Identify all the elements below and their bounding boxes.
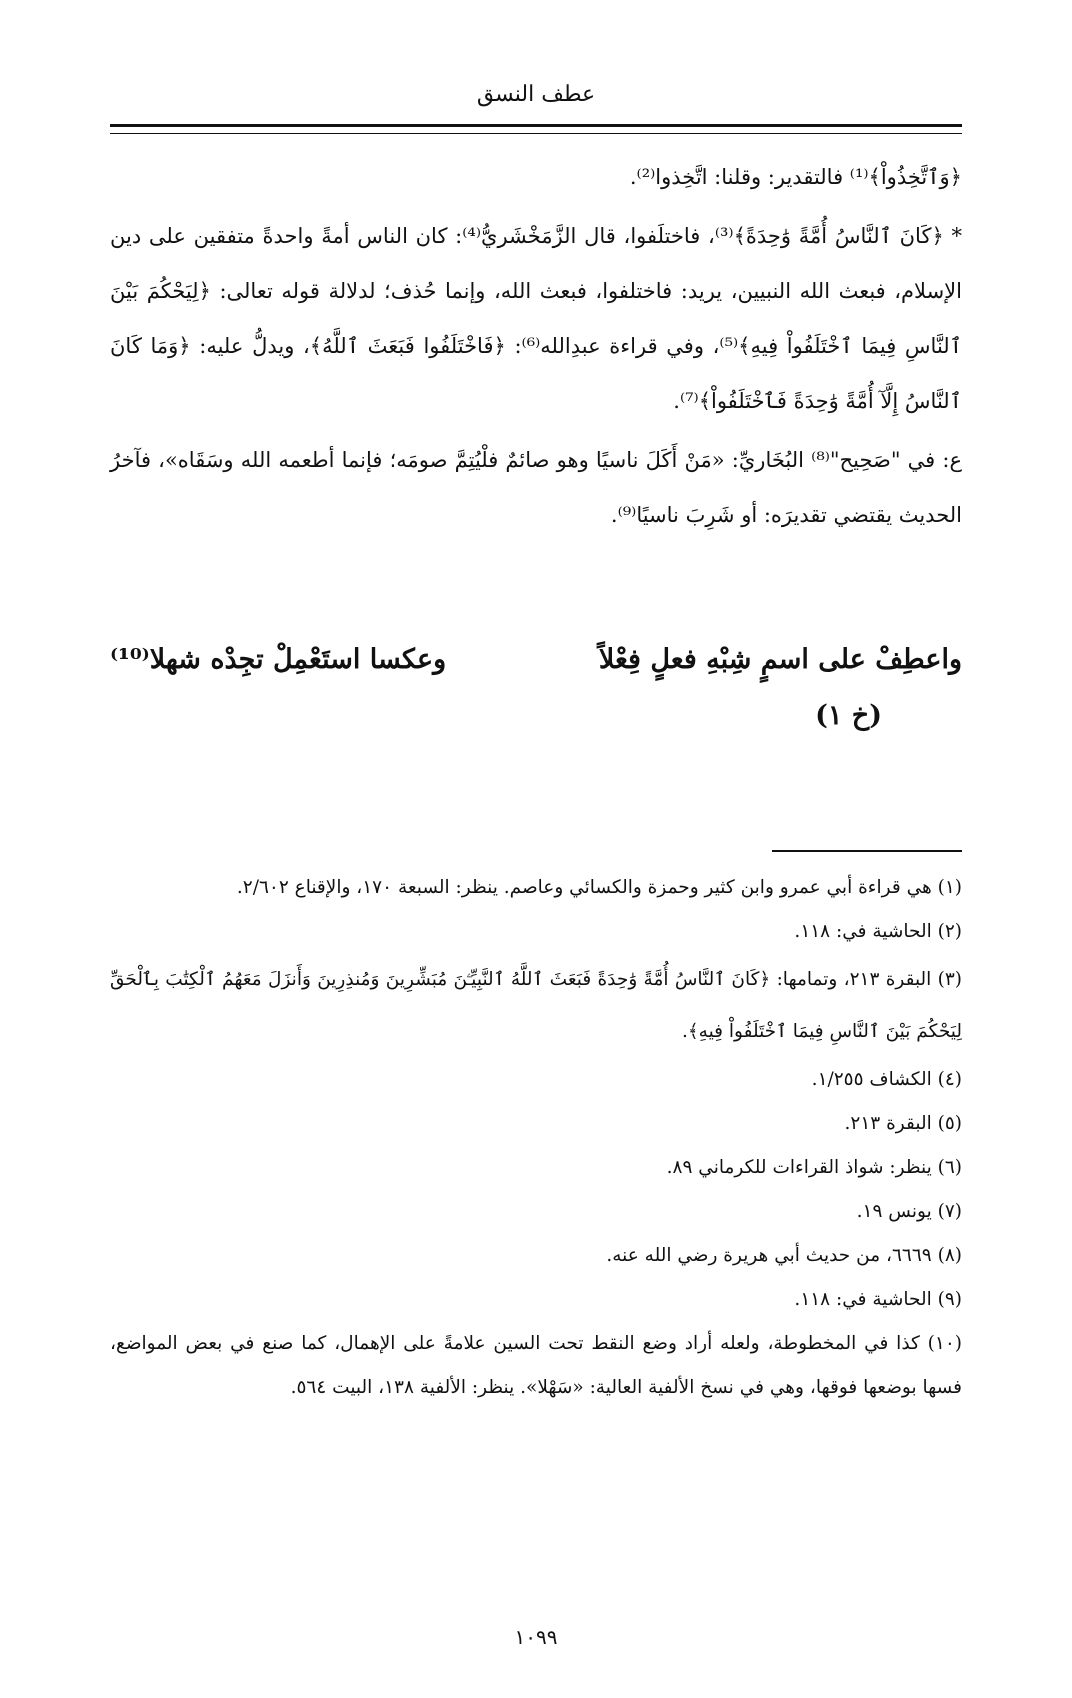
- main-text: [110, 150, 962, 543]
- footnote-3: (٣) البقرة ٢١٣، وتمامها: ﴿كَانَ ٱلنَّاسُ أُمَّةً وَٰحِدَةً فَبَعَثَ ٱللَّهُ ٱلنَّبِيِّـۧنَ مُبَشِّرِينَ وَمُنذِرِينَ وَأَنزَلَ مَعَهُمُ ٱلْكِتَٰبَ بِٱلْحَقِّ لِيَحْكُمَ بَيْنَ ٱلنَّاسِ فِيمَا ٱخْتَلَفُواْ فِيهِ﴾.: [110, 969, 962, 1042]
- footnote-10: (١٠) كذا في المخطوطة، ولعله أراد وضع النقط تحت السين علامةً على الإهمال، كما صنع في بعض المواضع، فسها بوضعها فوقها، وهي في نسخ الألفية العالية: «سَهْلا». ينظر: الألفية ١٣٨، البيت ٥٦٤.: [110, 1333, 962, 1398]
- footnote-4: (٤) الكشاف ١/٢٥٥.: [811, 1069, 962, 1090]
- paragraph-1: ﴿وَٱتَّخِذُواْ﴾⁽¹⁾ فالتقدير: وقلنا: اتَّخِذوا⁽²⁾.: [629, 165, 962, 189]
- paragraph-2: * ﴿كَانَ ٱلنَّاسُ أُمَّةً وَٰحِدَةً﴾⁽³⁾، فاختلَفوا، قال الزَّمَخْشَريُّ⁽⁴⁾: كان الناس أمةً واحدةً متفقين على دين الإسلام، فبعث الله النبيين، يريد: فاختلفوا، فبعث الله، وإنما حُذف؛ لدلالة قوله تعالى: ﴿لِيَحْكُمَ بَيْنَ ٱلنَّاسِ فِيمَا ٱخْتَلَفُواْ فِيهِ﴾⁽⁵⁾، وفي قراءة عبدِالله⁽⁶⁾: ﴿فَاخْتَلَفُوا فَبَعَثَ ٱللَّهُ﴾، ويدلُّ عليه: ﴿وَمَا كَانَ ٱلنَّاسُ إِلَّآ أُمَّةً وَٰحِدَةً فَٱخْتَلَفُواْ﴾⁽⁷⁾.: [110, 224, 962, 413]
- verse-second-hemistich: وعكسا استَعْمِلْ تجِدْه شهلا⁽¹⁰⁾: [110, 644, 447, 675]
- footnote-8: (٨) ٦٦٦٩، من حديث أبي هريرة رضي الله عنه.: [606, 1245, 962, 1266]
- verse-manuscript-code: (خ ١): [815, 700, 882, 731]
- page-number: ١٠٩٩: [514, 1625, 558, 1649]
- footnote-2: (٢) الحاشية في: ١١٨.: [794, 921, 962, 942]
- running-header: عطف النسق: [476, 82, 596, 107]
- paragraph-3: ع: في "صَحِيح"⁽⁸⁾ البُخَاريِّ: «مَنْ أَكَلَ ناسيًا وهو صائمٌ فلْيُتِمَّ صومَه؛ فإنما أطعمه الله وسَقَاه»، فآخرُ الحديث يقتضي تقديرَه: أو شَرِبَ ناسيًا⁽⁹⁾.: [110, 448, 962, 527]
- header-rule-thick: [110, 124, 962, 127]
- verse-first-hemistich: واعطِفْ على اسمٍ شِبْهِ فعلٍ فِعْلاً: [598, 644, 962, 675]
- footnote-9: (٩) الحاشية في: ١١٨.: [794, 1289, 962, 1310]
- footnote-1: (١) هي قراءة أبي عمرو وابن كثير وحمزة والكسائي وعاصم. ينظر: السبعة ١٧٠، والإقناع ٢/٦٠٢.: [236, 877, 962, 898]
- header-rule-thin: [110, 133, 962, 134]
- footnote-5: (٥) البقرة ٢١٣.: [844, 1113, 962, 1134]
- footnotes: [110, 866, 962, 1410]
- footnote-6: (٦) ينظر: شواذ القراءات للكرماني ٨٩.: [666, 1157, 962, 1178]
- footnote-7: (٧) يونس ١٩.: [856, 1201, 962, 1222]
- footnote-separator: [772, 850, 962, 852]
- poem-verse: [110, 632, 962, 688]
